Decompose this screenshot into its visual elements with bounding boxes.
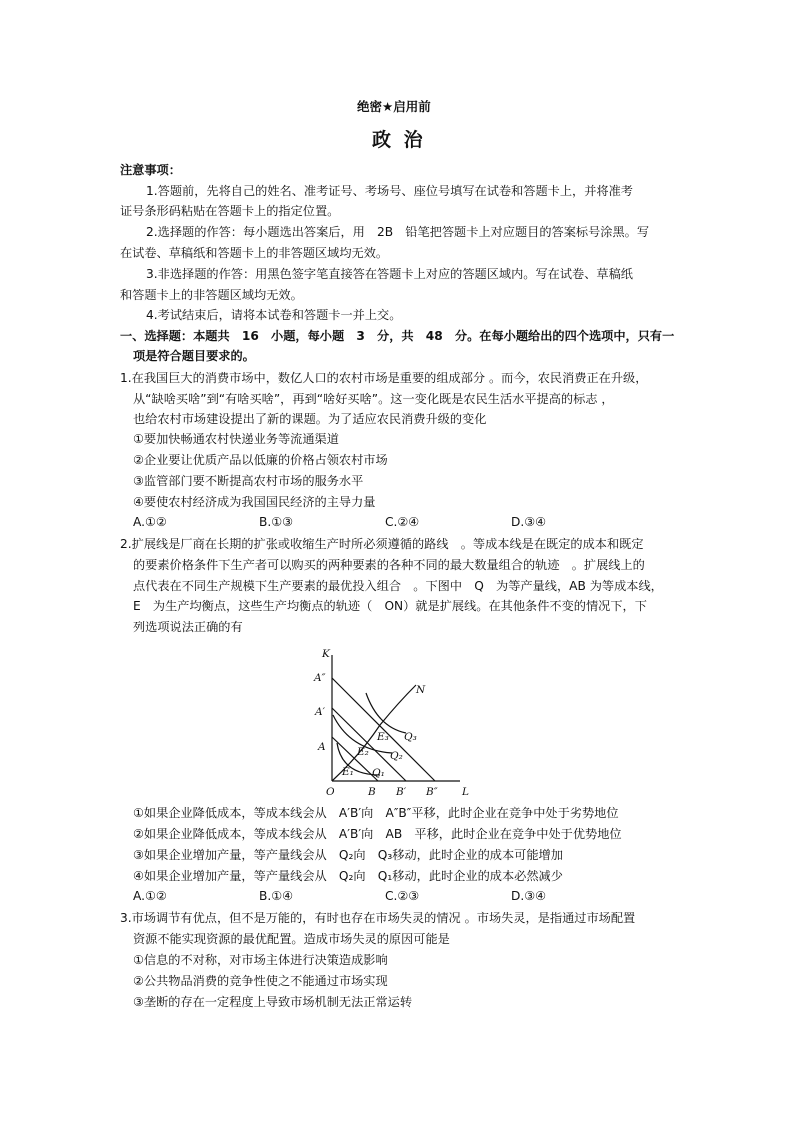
q2-option-d: D.③④ — [511, 889, 547, 903]
label-q3: Q₃ — [404, 731, 417, 743]
q2-stem: 点代表在不同生产规模下生产要素的最优投入组合 。下图中 Q 为等产量线，AB 为等成本线， — [133, 579, 663, 593]
q3-item: ①信息的不对称，对市场主体进行决策造成影响 — [133, 953, 388, 967]
q1-option-b: B.①③ — [259, 515, 294, 529]
notes-line: 2.选择题的作答：每小题选出答案后，用 2B 铅笔把答题卡上对应题目的答案标号涂黑。写 — [146, 225, 650, 239]
q1-item: ④要使农村经济成为我国国民经济的主导力量 — [133, 495, 376, 509]
q1-stem: 从“缺啥买啥”到“有啥买啥”，再到“啥好买啥”。这一变化既是农民生活水平提高的标志 ， — [133, 392, 614, 406]
q2-stem: 的要素价格条件下生产者可以购买的两种要素的各种不同的最大数量组合的轨迹 。扩展线上的 — [133, 558, 645, 572]
notes-line: 和答题卡上的非答题区域均无效。 — [120, 288, 303, 302]
page-title: 政 治 — [372, 129, 426, 151]
notes-line: 3.非选择题的作答：用黑色签字笔直接答在答题卡上对应的答题区域内。写在试卷、草稿纸 — [146, 267, 633, 281]
label-a: A — [318, 741, 326, 753]
q3-stem: 资源不能实现资源的最优配置。造成市场失灵的原因可能是 — [133, 932, 450, 946]
label-q1: Q₁ — [372, 767, 385, 779]
q2-stem: E 为生产均衡点，这些生产均衡点的轨迹（ ON）就是扩展线。在其他条件不变的情况下，下 — [133, 599, 647, 613]
label-a2: A″ — [314, 672, 326, 684]
notes-line: 1.答题前，先将自己的姓名、准考证号、考场号、座位号填写在试卷和答题卡上，并将准考 — [146, 184, 633, 198]
q2-item: ①如果企业降低成本，等成本线会从 A′B′向 A″B″平移，此时企业在竞争中处于劣势地位 — [133, 806, 619, 820]
q3-stem: 3.市场调节有优点，但不是万能的，有时也存在市场失灵的情况 。市场失灵，是指通过市场配置 — [120, 911, 636, 925]
label-e2: E₂ — [357, 746, 369, 758]
q2-stem: 列选项说法正确的有 — [133, 620, 243, 634]
q1-option-d: D.③④ — [511, 515, 547, 529]
label-q2: Q₂ — [390, 750, 403, 762]
q2-item: ②如果企业降低成本，等成本线会从 A′B′向 AB 平移，此时企业在竞争中处于优势地位 — [133, 827, 622, 841]
q2-item: ④如果企业增加产量，等产量线会从 Q₂向 Q₁移动，此时企业的成本必然减少 — [133, 869, 563, 883]
notes-line: 4.考试结束后，请将本试卷和答题卡一并上交。 — [146, 308, 402, 322]
expansion-path-figure — [310, 645, 480, 800]
label-e1: E₁ — [342, 766, 354, 778]
q2-stem: 2.扩展线是厂商在长期的扩张或收缩生产时所必须遵循的路线 。等成本线是在既定的成本和既定 — [120, 537, 644, 551]
q1-item: ①要加快畅通农村快递业务等流通渠道 — [133, 432, 339, 446]
label-b: B — [368, 786, 376, 798]
label-b2: B″ — [426, 786, 438, 798]
q2-option-c: C.②③ — [385, 889, 420, 903]
label-e3: E₃ — [377, 731, 389, 743]
section-heading: 项是符合题目要求的。 — [133, 349, 255, 363]
isoquant-q3 — [366, 693, 406, 733]
label-n: N — [416, 684, 426, 696]
notes-line: 证号条形码粘贴在答题卡上的指定位置。 — [120, 204, 340, 218]
q1-option-c: C.②④ — [385, 515, 420, 529]
label-o: O — [326, 786, 335, 798]
q3-item: ③垄断的存在一定程度上导致市场机制无法正常运转 — [133, 995, 413, 1009]
q1-item: ②企业要让优质产品以低廉的价格占领农村市场 — [133, 453, 388, 467]
label-k: K — [322, 648, 330, 660]
label-b1: B′ — [396, 786, 407, 798]
q1-stem: 也给农村市场建设提出了新的课题。为了适应农民消费升级的变化 — [133, 412, 487, 426]
secret-label: 绝密★启用前 — [357, 99, 431, 114]
q2-option-a: A.①② — [133, 889, 167, 903]
notes-line: 在试卷、草稿纸和答题卡上的非答题区域均无效。 — [120, 246, 389, 260]
q2-item: ③如果企业增加产量，等产量线会从 Q₂向 Q₃移动，此时企业的成本可能增加 — [133, 848, 563, 862]
label-l: L — [462, 786, 469, 798]
notes-heading: 注意事项： — [120, 163, 181, 177]
q1-stem: 1.在我国巨大的消费市场中，数亿人口的农村市场是重要的组成部分 。而今，农民消费正在升级， — [120, 371, 648, 385]
q1-option-a: A.①② — [133, 515, 167, 529]
q3-item: ②公共物品消费的竞争性使之不能通过市场实现 — [133, 974, 388, 988]
label-a1: A′ — [315, 706, 325, 718]
q1-item: ③监管部门要不断提高农村市场的服务水平 — [133, 474, 364, 488]
section-heading: 一、选择题：本题共 16 小题，每小题 3 分，共 48 分。在每小题给出的四个选项中，只有一 — [120, 329, 675, 343]
q2-option-b: B.①④ — [259, 889, 294, 903]
